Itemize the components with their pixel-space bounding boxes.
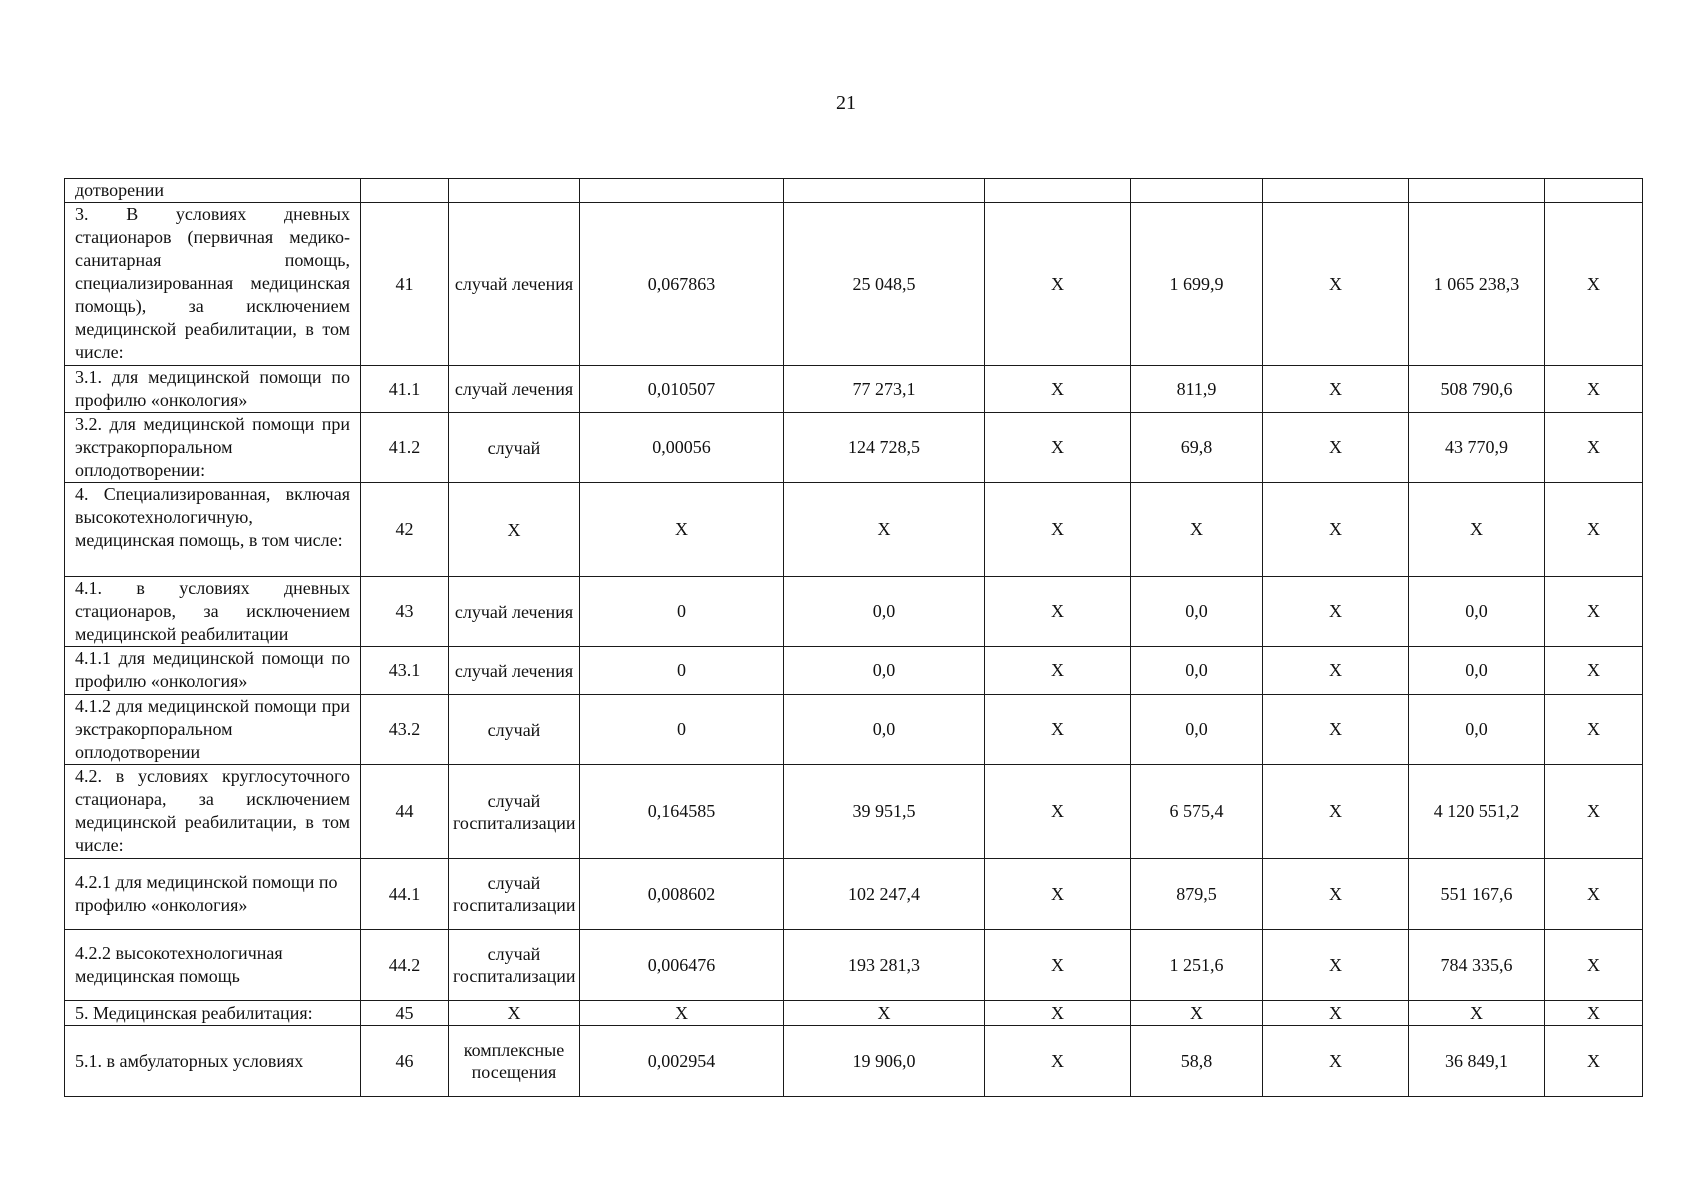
row-value-cell: X [1263,765,1409,859]
row-value-cell: 69,8 [1131,413,1263,483]
row-value-cell: 124 728,5 [784,413,985,483]
row-value-cell: X [784,483,985,577]
row-value-cell: X [985,695,1131,765]
row-value-cell: 879,5 [1131,859,1263,930]
row-value-cell: X [1545,859,1643,930]
row-name-cell: 3.2. для медицинской помощи при экстракорпоральном оплодотворении: [65,413,361,483]
row-value-cell: 0,010507 [580,366,784,413]
row-code-cell: 43 [361,577,449,647]
table-row [65,765,1643,859]
row-value-cell: X [1545,647,1643,695]
row-value-cell: X [1409,483,1545,577]
row-value-cell: X [1545,483,1643,577]
row-value-cell: 551 167,6 [1409,859,1545,930]
table-row [65,483,1643,577]
table-row [65,203,1643,366]
row-value-cell: 0 [580,695,784,765]
row-value-cell: X [985,647,1131,695]
row-value-cell: 811,9 [1131,366,1263,413]
row-unit-cell: случай [449,413,580,483]
row-value-cell: X [985,577,1131,647]
row-value-cell: X [985,859,1131,930]
row-value-cell: X [985,930,1131,1001]
row-name-cell: 5.1. в амбулаторных условиях [65,1026,361,1097]
row-value-cell: 1 251,6 [1131,930,1263,1001]
row-value-cell: 6 575,4 [1131,765,1263,859]
table-row [65,930,1643,1001]
row-value-cell: X [1263,483,1409,577]
row-value-cell: X [1263,577,1409,647]
row-value-cell: 0,0 [1409,577,1545,647]
row-value-cell: 1 699,9 [1131,203,1263,366]
row-value-cell: X [1263,366,1409,413]
row-value-cell: 1 065 238,3 [1409,203,1545,366]
row-value-cell: 43 770,9 [1409,413,1545,483]
row-value-cell: 0,0 [1409,695,1545,765]
row-value-cell: X [1545,203,1643,366]
row-name-cell: 4.2. в условиях круглосуточного стационара, за исключением медицинской реабилитации, в том числе: [65,765,361,859]
row-value-cell: 36 849,1 [1409,1026,1545,1097]
row-code-cell: 43.1 [361,647,449,695]
row-name-cell: 4.2.2 высокотехнологичная медицинская помощь [65,930,361,1001]
row-value-cell: 784 335,6 [1409,930,1545,1001]
row-value-cell: X [1263,1026,1409,1097]
row-value-cell: 0,0 [1131,695,1263,765]
row-value-cell: 77 273,1 [784,366,985,413]
row-code-cell: 41.1 [361,366,449,413]
row-value-cell: X [1545,413,1643,483]
row-value-cell: X [1263,647,1409,695]
row-name-cell: 3.1. для медицинской помощи по профилю «онкология» [65,366,361,413]
row-value-cell: 0,0 [784,695,985,765]
row-unit-cell: X [449,483,580,577]
row-value-cell: X [1263,859,1409,930]
row-value-cell: 0,0 [1131,647,1263,695]
row-value-cell: X [985,765,1131,859]
row-name-cell: дотворении [65,179,361,203]
row-value-cell [1263,179,1409,203]
row-value-cell: 0 [580,647,784,695]
row-value-cell: X [1545,765,1643,859]
page-number: 21 [836,92,856,114]
row-value-cell: X [580,1001,784,1026]
row-value-cell: 0,008602 [580,859,784,930]
row-code-cell: 41 [361,203,449,366]
row-code-cell: 45 [361,1001,449,1026]
table-row [65,577,1643,647]
row-value-cell: X [1545,1001,1643,1026]
row-value-cell [580,179,784,203]
row-code-cell: 44.1 [361,859,449,930]
table-row [65,366,1643,413]
row-code-cell: 41.2 [361,413,449,483]
row-value-cell: 25 048,5 [784,203,985,366]
row-value-cell [784,179,985,203]
row-value-cell: 0,0 [1409,647,1545,695]
row-unit-cell [449,179,580,203]
row-value-cell: 0 [580,577,784,647]
row-value-cell [1131,179,1263,203]
row-value-cell: 39 951,5 [784,765,985,859]
row-unit-cell: случай госпитализации [449,930,580,1001]
row-unit-cell: X [449,1001,580,1026]
row-value-cell: 0,006476 [580,930,784,1001]
row-name-cell: 4.1.2 для медицинской помощи при экстракорпоральном оплодотворении [65,695,361,765]
row-unit-cell: случай госпитализации [449,859,580,930]
table-row [65,179,1643,203]
row-value-cell: X [1545,1026,1643,1097]
row-code-cell: 44.2 [361,930,449,1001]
row-value-cell: 0,164585 [580,765,784,859]
row-value-cell: X [1409,1001,1545,1026]
row-value-cell: 0,002954 [580,1026,784,1097]
row-value-cell: X [1545,930,1643,1001]
medical-care-standards-table [64,178,1643,1097]
row-value-cell [1545,179,1643,203]
row-name-cell: 4.2.1 для медицинской помощи по профилю «онкология» [65,859,361,930]
row-unit-cell: случай лечения [449,577,580,647]
row-unit-cell: случай лечения [449,203,580,366]
row-value-cell: X [985,413,1131,483]
row-value-cell: 4 120 551,2 [1409,765,1545,859]
row-value-cell: X [1263,203,1409,366]
row-value-cell: X [1545,695,1643,765]
table-row [65,647,1643,695]
row-name-cell: 4. Специализированная, включая высокотехнологичную, медицинская помощь, в том числе: [65,483,361,577]
row-value-cell: X [1545,577,1643,647]
table-row [65,1026,1643,1097]
table-row [65,1001,1643,1026]
row-unit-cell: случай лечения [449,366,580,413]
row-name-cell: 4.1. в условиях дневных стационаров, за исключением медицинской реабилитации [65,577,361,647]
row-unit-cell: случай госпитализации [449,765,580,859]
row-name-cell: 3. В условиях дневных стационаров (первичная медико-санитарная помощь, специализированная медицинская помощь), за исключением медицинской реабилитации, в том числе: [65,203,361,366]
row-value-cell: X [985,1026,1131,1097]
row-value-cell: 0,0 [784,647,985,695]
row-value-cell: X [985,483,1131,577]
row-value-cell: 193 281,3 [784,930,985,1001]
row-value-cell: X [985,1001,1131,1026]
row-name-cell: 4.1.1 для медицинской помощи по профилю «онкология» [65,647,361,695]
row-value-cell: 102 247,4 [784,859,985,930]
row-code-cell: 43.2 [361,695,449,765]
row-value-cell: X [1131,1001,1263,1026]
row-value-cell: X [1263,413,1409,483]
row-value-cell: X [1263,930,1409,1001]
row-value-cell: X [1545,366,1643,413]
row-value-cell: X [1131,483,1263,577]
row-unit-cell: комплексные посещения [449,1026,580,1097]
row-unit-cell: случай [449,695,580,765]
row-value-cell [1409,179,1545,203]
row-value-cell: 0,067863 [580,203,784,366]
row-value-cell: X [985,366,1131,413]
row-unit-cell: случай лечения [449,647,580,695]
row-value-cell: X [784,1001,985,1026]
row-value-cell: X [1263,1001,1409,1026]
row-value-cell: 0,0 [784,577,985,647]
row-value-cell: X [580,483,784,577]
row-value-cell: 0,0 [1131,577,1263,647]
table-row [65,413,1643,483]
row-value-cell: X [1263,695,1409,765]
row-value-cell: 508 790,6 [1409,366,1545,413]
row-code-cell [361,179,449,203]
row-name-cell: 5. Медицинская реабилитация: [65,1001,361,1026]
row-code-cell: 46 [361,1026,449,1097]
table-row [65,859,1643,930]
row-code-cell: 42 [361,483,449,577]
row-value-cell: X [985,203,1131,366]
row-value-cell: 0,00056 [580,413,784,483]
row-value-cell [985,179,1131,203]
row-value-cell: 19 906,0 [784,1026,985,1097]
row-value-cell: 58,8 [1131,1026,1263,1097]
table-row [65,695,1643,765]
row-code-cell: 44 [361,765,449,859]
